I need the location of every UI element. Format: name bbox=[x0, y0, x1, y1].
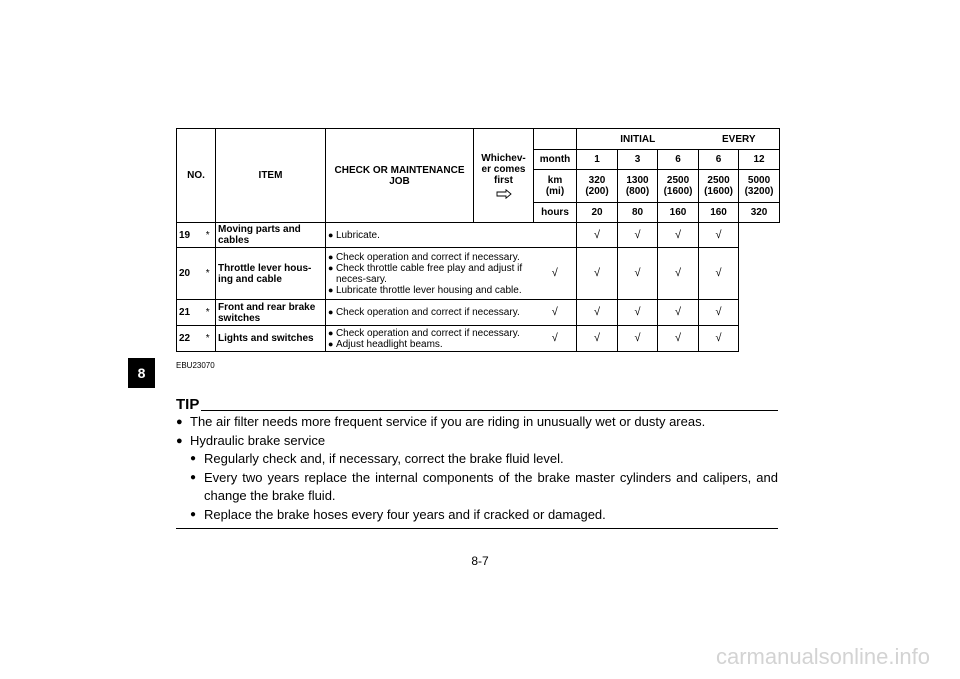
header-no: NO. bbox=[177, 129, 216, 223]
check-cell: √ bbox=[618, 326, 658, 352]
row-item bbox=[216, 223, 326, 248]
row-item bbox=[216, 248, 326, 300]
row-job bbox=[326, 326, 534, 352]
hours-value: 80 bbox=[618, 203, 658, 223]
km-value: 320 bbox=[588, 175, 606, 186]
chapter-tab: 8 bbox=[128, 358, 155, 388]
row-item-line2: cables bbox=[218, 235, 250, 246]
row-item bbox=[216, 326, 326, 352]
month-value: 1 bbox=[577, 150, 618, 170]
check-cell bbox=[534, 223, 577, 248]
header-whichever bbox=[474, 129, 534, 223]
tip-subitem bbox=[176, 450, 778, 469]
tip-body bbox=[176, 413, 778, 529]
tip-rule bbox=[201, 410, 778, 411]
job-line bbox=[328, 230, 532, 241]
header-job-line1: CHECK OR MAINTENANCE bbox=[334, 164, 465, 176]
check-cell: √ bbox=[618, 300, 658, 326]
mi-value: (1600) bbox=[663, 186, 693, 197]
distance-value bbox=[658, 170, 699, 203]
job-text: Check operation and correct if necessary. bbox=[335, 307, 520, 318]
row-item-line1: Throttle lever hous- bbox=[218, 262, 312, 274]
row-star: * bbox=[201, 248, 216, 300]
km-value: 2500 bbox=[666, 175, 690, 186]
distance-value bbox=[699, 170, 739, 203]
row-job bbox=[326, 248, 534, 300]
row-job bbox=[326, 300, 534, 326]
bullet-icon: ● bbox=[328, 251, 336, 262]
header-distance-label bbox=[534, 170, 577, 203]
bullet-icon: ● bbox=[176, 416, 183, 428]
check-cell: √ bbox=[577, 300, 618, 326]
bullet-icon: ● bbox=[328, 327, 336, 338]
job-text: Lubricate. bbox=[335, 229, 380, 241]
check-cell: √ bbox=[699, 326, 739, 352]
section-code: EBU23070 bbox=[176, 361, 215, 370]
header-whichever-line1: Whichev- bbox=[481, 152, 526, 164]
job-line bbox=[328, 328, 532, 339]
km-value: 1300 bbox=[626, 175, 649, 186]
hours-value: 20 bbox=[577, 203, 618, 223]
tip-item bbox=[176, 413, 778, 432]
header-whichever-line2: er comes bbox=[481, 163, 526, 175]
bullet-icon: ● bbox=[328, 229, 336, 240]
table-row bbox=[177, 300, 780, 326]
arrow-right-icon bbox=[496, 189, 512, 199]
tip-subitem bbox=[176, 469, 778, 506]
mi-value: (800) bbox=[625, 186, 650, 197]
mi-label: (mi) bbox=[545, 186, 565, 197]
distance-value bbox=[739, 170, 780, 203]
header-initial: INITIAL bbox=[577, 129, 699, 150]
job-line bbox=[328, 307, 532, 318]
bullet-icon: ● bbox=[328, 307, 336, 317]
distance-value bbox=[618, 170, 658, 203]
row-star: * bbox=[201, 300, 216, 326]
header-job bbox=[326, 129, 474, 223]
bullet-icon: ● bbox=[328, 338, 336, 349]
hours-value: 160 bbox=[658, 203, 699, 223]
check-cell: √ bbox=[577, 248, 618, 300]
header-job-line2: JOB bbox=[389, 175, 410, 187]
km-label: km bbox=[547, 175, 563, 186]
month-value: 6 bbox=[699, 150, 739, 170]
row-item-line2: switches bbox=[218, 312, 261, 324]
tip-title: TIP bbox=[176, 396, 200, 413]
dot-icon: ● bbox=[190, 508, 197, 520]
hours-value: 320 bbox=[739, 203, 780, 223]
job-line bbox=[328, 285, 532, 296]
tip-subitem-text: Replace the brake hoses every four years and if cracked or damaged. bbox=[204, 506, 606, 522]
row-item bbox=[216, 300, 326, 326]
header-every: EVERY bbox=[699, 129, 780, 150]
check-cell: √ bbox=[658, 223, 699, 248]
check-cell: √ bbox=[699, 248, 739, 300]
km-value: 2500 bbox=[707, 175, 730, 186]
check-cell: √ bbox=[658, 248, 699, 300]
maintenance-table bbox=[176, 128, 780, 352]
header-whichever-line3: first bbox=[494, 174, 513, 186]
check-cell: √ bbox=[577, 326, 618, 352]
job-text: Lubricate throttle lever housing and cable. bbox=[335, 284, 522, 296]
month-value: 12 bbox=[739, 150, 780, 170]
row-item-line1: Lights and switches bbox=[218, 333, 314, 344]
header-month-label: month bbox=[534, 150, 577, 170]
bullet-icon: ● bbox=[176, 434, 183, 447]
km-value: 5000 bbox=[747, 175, 771, 186]
check-cell: √ bbox=[534, 300, 577, 326]
tip-subitem bbox=[176, 506, 778, 525]
row-no: 22 bbox=[177, 326, 201, 352]
tip-subitem-text: Every two years replace the internal components of the brake master cylinders and calipers, and change the brake fluid. bbox=[204, 469, 778, 503]
hours-value: 160 bbox=[699, 203, 739, 223]
distance-value bbox=[577, 170, 618, 203]
tip-item-text: The air filter needs more frequent service if you are riding in unusually wet or dusty areas. bbox=[190, 414, 706, 429]
table-row bbox=[177, 326, 780, 352]
job-text: Check throttle cable free play and adjust if neces-sary. bbox=[335, 262, 523, 285]
month-value: 6 bbox=[658, 150, 699, 170]
header-hours-label: hours bbox=[534, 203, 577, 223]
check-cell: √ bbox=[534, 326, 577, 352]
check-cell: √ bbox=[699, 223, 739, 248]
table-row bbox=[177, 248, 780, 300]
mi-value: (200) bbox=[585, 186, 609, 197]
job-text: Check operation and correct if necessary. bbox=[335, 327, 520, 339]
tip-box bbox=[176, 397, 778, 529]
job-line bbox=[328, 263, 532, 285]
row-no: 21 bbox=[177, 300, 201, 326]
job-line bbox=[328, 252, 532, 263]
job-text: Check operation and correct if necessary. bbox=[335, 251, 520, 263]
row-no: 19 bbox=[177, 223, 201, 248]
check-cell: √ bbox=[577, 223, 618, 248]
dot-icon: ● bbox=[190, 453, 197, 464]
job-text: Adjust headlight beams. bbox=[335, 338, 443, 350]
check-cell: √ bbox=[618, 223, 658, 248]
tip-subitem-text: Regularly check and, if necessary, correct the brake fluid level. bbox=[204, 451, 564, 466]
row-star: * bbox=[201, 326, 216, 352]
check-cell: √ bbox=[699, 300, 739, 326]
row-star: * bbox=[201, 223, 216, 248]
check-cell: √ bbox=[618, 248, 658, 300]
row-no: 20 bbox=[177, 248, 201, 300]
month-value: 3 bbox=[618, 150, 658, 170]
check-cell: √ bbox=[534, 248, 577, 300]
check-cell: √ bbox=[658, 300, 699, 326]
tip-header bbox=[176, 397, 778, 413]
page-number: 8-7 bbox=[471, 554, 489, 568]
table-row bbox=[177, 223, 780, 248]
check-cell: √ bbox=[658, 326, 699, 352]
bullet-icon: ● bbox=[328, 262, 336, 273]
job-line bbox=[328, 339, 532, 350]
row-item-line1: Front and rear brake bbox=[218, 301, 316, 313]
dot-icon: ● bbox=[190, 471, 197, 483]
row-item-line1: Moving parts and bbox=[218, 224, 301, 235]
mi-value: (1600) bbox=[704, 186, 733, 197]
mi-value: (3200) bbox=[744, 186, 774, 197]
watermark: carmanualsonline.info bbox=[715, 644, 930, 669]
row-job bbox=[326, 223, 534, 248]
tip-item-text: Hydraulic brake service bbox=[190, 432, 326, 448]
tip-item bbox=[176, 432, 778, 451]
bullet-icon: ● bbox=[328, 284, 336, 295]
row-item-line2: ing and cable bbox=[218, 273, 282, 285]
header-item: ITEM bbox=[216, 129, 326, 223]
